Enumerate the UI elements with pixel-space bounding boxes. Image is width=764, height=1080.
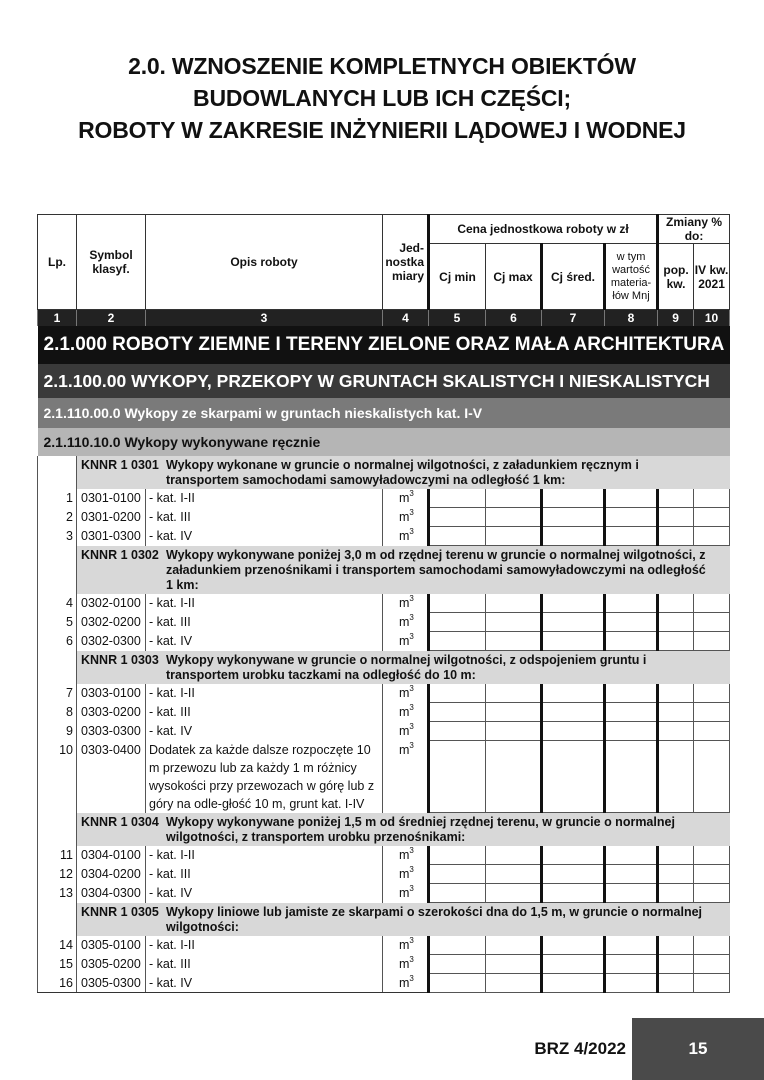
table-row — [38, 846, 730, 865]
cj-min-cell — [429, 741, 486, 813]
row-lp: 4 — [38, 594, 77, 613]
col-num: 1 — [38, 310, 77, 327]
row-unit — [383, 684, 429, 703]
title-line-1: 2.0. WZNOSZENIE KOMPLETNYCH OBIEKTÓW — [128, 53, 636, 79]
unit-exponent: 3 — [409, 721, 414, 731]
knnr-code: KNNR 1 0303 — [81, 653, 159, 667]
header-opis: Opis roboty — [146, 215, 383, 310]
row-unit — [383, 613, 429, 632]
knnr-code: KNNR 1 0301 — [81, 458, 159, 472]
row-symbol: 0301-0100 — [77, 489, 146, 508]
cj-max-cell — [486, 508, 542, 527]
materials-cell — [605, 936, 658, 955]
iv-kw-cell — [694, 741, 730, 813]
knnr-code: KNNR 1 0302 — [81, 548, 159, 562]
header-jednostka: Jed-nostka miary — [383, 215, 429, 310]
table-row — [38, 684, 730, 703]
row-description: - kat. IV — [146, 974, 383, 993]
row-symbol: 0303-0300 — [77, 722, 146, 741]
cj-sred-cell — [542, 703, 605, 722]
iv-kw-cell — [694, 527, 730, 546]
cj-min-cell — [429, 632, 486, 651]
table-row — [38, 741, 730, 813]
row-lp: 9 — [38, 722, 77, 741]
row-description: - kat. III — [146, 955, 383, 974]
cj-min-cell — [429, 703, 486, 722]
cj-min-cell — [429, 613, 486, 632]
knnr-group-row — [38, 903, 730, 937]
cj-max-cell — [486, 741, 542, 813]
row-unit — [383, 955, 429, 974]
cj-min-cell — [429, 722, 486, 741]
cj-min-cell — [429, 489, 486, 508]
unit-base: m — [399, 975, 410, 990]
row-symbol: 0302-0300 — [77, 632, 146, 651]
header-cj-max: Cj max — [486, 244, 542, 310]
pop-kw-cell — [658, 722, 694, 741]
table-row — [38, 974, 730, 993]
row-lp: 14 — [38, 936, 77, 955]
col-num: 2 — [77, 310, 146, 327]
materials-cell — [605, 632, 658, 651]
unit-exponent: 3 — [409, 936, 414, 945]
cj-sred-cell — [542, 527, 605, 546]
unit-base: m — [399, 596, 410, 610]
knnr-code: KNNR 1 0304 — [81, 815, 159, 829]
knnr-lp-blank — [38, 546, 77, 595]
page-title — [0, 50, 764, 146]
iv-kw-cell — [694, 489, 730, 508]
row-unit — [383, 508, 429, 527]
unit-exponent: 3 — [409, 954, 414, 964]
row-lp: 11 — [38, 846, 77, 865]
table-row — [38, 884, 730, 903]
header-symbol: Symbol klasyf. — [77, 215, 146, 310]
row-description: - kat. I-II — [146, 936, 383, 955]
iv-kw-cell — [694, 703, 730, 722]
iv-kw-cell — [694, 594, 730, 613]
cj-max-cell — [486, 703, 542, 722]
cj-min-cell — [429, 955, 486, 974]
col-num: 7 — [542, 310, 605, 327]
unit-base: m — [399, 848, 410, 862]
materials-cell — [605, 865, 658, 884]
cj-sred-cell — [542, 846, 605, 865]
pop-kw-cell — [658, 974, 694, 993]
knnr-group-row — [38, 456, 730, 489]
row-symbol: 0304-0100 — [77, 846, 146, 865]
header-cj-sred: Cj śred. — [542, 244, 605, 310]
row-symbol: 0301-0200 — [77, 508, 146, 527]
header-lp: Lp. — [38, 215, 77, 310]
column-numbers-row — [38, 310, 730, 327]
row-lp: 6 — [38, 632, 77, 651]
unit-base: m — [399, 956, 410, 971]
cj-max-cell — [486, 489, 542, 508]
row-description: - kat. IV — [146, 722, 383, 741]
row-unit — [383, 594, 429, 613]
unit-exponent: 3 — [409, 740, 414, 750]
row-description: - kat. III — [146, 613, 383, 632]
col-num: 10 — [694, 310, 730, 327]
row-unit — [383, 527, 429, 546]
row-unit — [383, 936, 429, 955]
row-unit — [383, 722, 429, 741]
row-lp: 1 — [38, 489, 77, 508]
unit-exponent: 3 — [409, 507, 414, 517]
cj-max-cell — [486, 884, 542, 903]
cj-sred-cell — [542, 955, 605, 974]
row-symbol: 0302-0100 — [77, 594, 146, 613]
knnr-description: Wykopy wykonywane poniżej 1,5 m od średniej rzędnej terenu, w gruncie o normalnej wilgotności, z transportem urobku przenośnikami: — [166, 815, 675, 844]
cj-sred-cell — [542, 489, 605, 508]
row-lp: 10 — [38, 741, 77, 813]
materials-cell — [605, 508, 658, 527]
pop-kw-cell — [658, 508, 694, 527]
unit-base: m — [399, 938, 410, 952]
unit-exponent: 3 — [409, 631, 414, 641]
knnr-lp-blank — [38, 813, 77, 847]
cj-sred-cell — [542, 632, 605, 651]
iv-kw-cell — [694, 955, 730, 974]
cj-min-cell — [429, 527, 486, 546]
section-row-level-3 — [38, 398, 730, 428]
unit-exponent: 3 — [409, 973, 414, 983]
cj-min-cell — [429, 594, 486, 613]
iv-kw-cell — [694, 684, 730, 703]
cj-max-cell — [486, 684, 542, 703]
iv-kw-cell — [694, 632, 730, 651]
unit-base: m — [399, 723, 410, 738]
row-symbol: 0303-0200 — [77, 703, 146, 722]
cj-sred-cell — [542, 594, 605, 613]
iv-kw-cell — [694, 846, 730, 865]
iv-kw-cell — [694, 865, 730, 884]
table-row — [38, 865, 730, 884]
col-num: 9 — [658, 310, 694, 327]
price-table — [37, 214, 730, 993]
cj-max-cell — [486, 865, 542, 884]
cj-min-cell — [429, 974, 486, 993]
row-symbol: 0302-0200 — [77, 613, 146, 632]
unit-base: m — [399, 509, 410, 524]
row-description: - kat. IV — [146, 632, 383, 651]
iv-kw-cell — [694, 936, 730, 955]
table-row — [38, 632, 730, 651]
iv-kw-cell — [694, 508, 730, 527]
unit-base: m — [399, 866, 410, 881]
unit-base: m — [399, 686, 410, 700]
section-row-level-2 — [38, 364, 730, 398]
pop-kw-cell — [658, 703, 694, 722]
cj-sred-cell — [542, 684, 605, 703]
title-line-2: BUDOWLANYCH LUB ICH CZĘŚCI; — [193, 85, 571, 111]
pop-kw-cell — [658, 489, 694, 508]
unit-exponent: 3 — [409, 883, 414, 893]
cj-sred-cell — [542, 884, 605, 903]
row-symbol: 0303-0400 — [77, 741, 146, 813]
materials-cell — [605, 703, 658, 722]
materials-cell — [605, 527, 658, 546]
row-description: - kat. I-II — [146, 594, 383, 613]
unit-exponent: 3 — [409, 594, 414, 603]
cj-min-cell — [429, 846, 486, 865]
knnr-lp-blank — [38, 651, 77, 685]
materials-cell — [605, 846, 658, 865]
materials-cell — [605, 722, 658, 741]
cj-min-cell — [429, 884, 486, 903]
knnr-header — [77, 456, 730, 489]
row-lp: 15 — [38, 955, 77, 974]
header-pop-kw: pop. kw. — [658, 244, 694, 310]
knnr-lp-blank — [38, 903, 77, 937]
knnr-group-row — [38, 546, 730, 595]
table-row — [38, 703, 730, 722]
unit-exponent: 3 — [409, 489, 414, 498]
row-description: - kat. I-II — [146, 489, 383, 508]
pop-kw-cell — [658, 936, 694, 955]
row-symbol: 0304-0200 — [77, 865, 146, 884]
row-description: - kat. I-II — [146, 684, 383, 703]
unit-exponent: 3 — [409, 702, 414, 712]
row-lp: 8 — [38, 703, 77, 722]
cj-max-cell — [486, 974, 542, 993]
table-row — [38, 508, 730, 527]
knnr-group-row — [38, 651, 730, 685]
cj-max-cell — [486, 613, 542, 632]
row-description: - kat. III — [146, 703, 383, 722]
table-row — [38, 594, 730, 613]
row-symbol: 0305-0100 — [77, 936, 146, 955]
unit-base: m — [399, 491, 410, 505]
unit-exponent: 3 — [409, 864, 414, 874]
unit-base: m — [399, 742, 410, 757]
header-cena-group: Cena jednostkowa roboty w zł — [429, 215, 658, 244]
section-title: 2.1.110.00.0 Wykopy ze skarpami w gruntach nieskalistych kat. I-V — [38, 398, 730, 428]
knnr-description: Wykopy wykonywane w gruncie o normalnej wilgotności, z odspojeniem gruntu i transportem urobku taczkami na odległość do 10 m: — [166, 653, 647, 682]
row-lp: 5 — [38, 613, 77, 632]
knnr-header — [77, 903, 730, 937]
knnr-description: Wykopy wykonywane poniżej 3,0 m od rzędnej terenu w gruncie o normalnej wilgotności, z załadunkiem przenośnikami i transportem samochodami samowyładowczymi na odległość 1 km: — [166, 548, 706, 592]
row-symbol: 0301-0300 — [77, 527, 146, 546]
row-description: - kat. IV — [146, 884, 383, 903]
cj-min-cell — [429, 865, 486, 884]
unit-exponent: 3 — [409, 526, 414, 536]
header-iv-kw: IV kw. 2021 — [694, 244, 730, 310]
materials-cell — [605, 489, 658, 508]
table-row — [38, 489, 730, 508]
unit-base: m — [399, 614, 410, 629]
materials-cell — [605, 884, 658, 903]
header-zmiany-group: Zmiany % do: — [658, 215, 730, 244]
unit-base: m — [399, 528, 410, 543]
knnr-description: Wykopy wykonane w gruncie o normalnej wilgotności, z załadunkiem ręcznym i transportem samochodami samowyładowczymi na odległość 1 km: — [166, 458, 639, 487]
cj-sred-cell — [542, 508, 605, 527]
col-num: 4 — [383, 310, 429, 327]
cj-sred-cell — [542, 936, 605, 955]
title-line-3: ROBOTY W ZAKRESIE INŻYNIERII LĄDOWEJ I WODNEJ — [78, 117, 686, 143]
col-num: 8 — [605, 310, 658, 327]
pop-kw-cell — [658, 613, 694, 632]
pop-kw-cell — [658, 865, 694, 884]
pop-kw-cell — [658, 527, 694, 546]
pop-kw-cell — [658, 632, 694, 651]
materials-cell — [605, 741, 658, 813]
header-cj-min: Cj min — [429, 244, 486, 310]
cj-max-cell — [486, 846, 542, 865]
row-lp: 12 — [38, 865, 77, 884]
row-symbol: 0305-0300 — [77, 974, 146, 993]
table-row — [38, 955, 730, 974]
knnr-code: KNNR 1 0305 — [81, 905, 159, 919]
header-w-tym: w tym wartość materia-łów Mnj — [605, 244, 658, 310]
pop-kw-cell — [658, 594, 694, 613]
row-unit — [383, 865, 429, 884]
cj-sred-cell — [542, 613, 605, 632]
cj-sred-cell — [542, 722, 605, 741]
row-symbol: 0304-0300 — [77, 884, 146, 903]
row-description: - kat. IV — [146, 527, 383, 546]
row-lp: 13 — [38, 884, 77, 903]
row-lp: 3 — [38, 527, 77, 546]
row-description: - kat. III — [146, 865, 383, 884]
iv-kw-cell — [694, 884, 730, 903]
section-row-level-1 — [38, 326, 730, 364]
row-lp: 7 — [38, 684, 77, 703]
cj-max-cell — [486, 594, 542, 613]
row-unit — [383, 974, 429, 993]
unit-exponent: 3 — [409, 612, 414, 622]
cj-sred-cell — [542, 974, 605, 993]
cj-max-cell — [486, 632, 542, 651]
cj-max-cell — [486, 936, 542, 955]
cj-min-cell — [429, 508, 486, 527]
col-num: 3 — [146, 310, 383, 327]
issue-label: BRZ 4/2022 — [534, 1039, 626, 1058]
table-row — [38, 527, 730, 546]
cj-min-cell — [429, 684, 486, 703]
unit-base: m — [399, 633, 410, 648]
cj-sred-cell — [542, 741, 605, 813]
row-unit — [383, 846, 429, 865]
cj-sred-cell — [542, 865, 605, 884]
table-row — [38, 613, 730, 632]
iv-kw-cell — [694, 613, 730, 632]
knnr-description: Wykopy liniowe lub jamiste ze skarpami o szerokości dna do 1,5 m, w gruncie o normalnej wilgotności: — [166, 905, 703, 934]
materials-cell — [605, 974, 658, 993]
row-symbol: 0305-0200 — [77, 955, 146, 974]
materials-cell — [605, 594, 658, 613]
knnr-header — [77, 651, 730, 685]
row-unit — [383, 884, 429, 903]
materials-cell — [605, 613, 658, 632]
knnr-lp-blank — [38, 456, 77, 489]
section-title: 2.1.000 ROBOTY ZIEMNE I TERENY ZIELONE ORAZ MAŁA ARCHITEKTURA — [38, 326, 730, 364]
cj-max-cell — [486, 955, 542, 974]
materials-cell — [605, 955, 658, 974]
row-lp: 16 — [38, 974, 77, 993]
row-description: - kat. III — [146, 508, 383, 527]
knnr-header — [77, 813, 730, 847]
col-num: 6 — [486, 310, 542, 327]
pop-kw-cell — [658, 884, 694, 903]
table-row — [38, 936, 730, 955]
pop-kw-cell — [658, 955, 694, 974]
row-lp: 2 — [38, 508, 77, 527]
knnr-header — [77, 546, 730, 595]
section-title: 2.1.110.10.0 Wykopy wykonywane ręcznie — [38, 428, 730, 456]
row-unit — [383, 741, 429, 813]
page-number: 15 — [688, 1039, 708, 1058]
unit-exponent: 3 — [409, 684, 414, 693]
cj-min-cell — [429, 936, 486, 955]
unit-exponent: 3 — [409, 846, 414, 855]
unit-base: m — [399, 885, 410, 900]
pop-kw-cell — [658, 741, 694, 813]
pop-kw-cell — [658, 846, 694, 865]
table-row — [38, 722, 730, 741]
materials-cell — [605, 684, 658, 703]
pop-kw-cell — [658, 684, 694, 703]
row-unit — [383, 632, 429, 651]
section-title: 2.1.100.00 WYKOPY, PRZEKOPY W GRUNTACH SKALISTYCH I NIESKALISTYCH — [38, 364, 730, 398]
row-description: - kat. I-II — [146, 846, 383, 865]
cj-max-cell — [486, 527, 542, 546]
col-num: 5 — [429, 310, 486, 327]
row-symbol: 0303-0100 — [77, 684, 146, 703]
unit-base: m — [399, 704, 410, 719]
row-unit — [383, 489, 429, 508]
row-description: Dodatek za każde dalsze rozpoczęte 10 m przewozu lub za każdy 1 m różnicy wysokości przy przewozach w górę lub z góry na odle-głość 10 m, grunt kat. I-IV — [146, 741, 383, 813]
iv-kw-cell — [694, 974, 730, 993]
knnr-group-row — [38, 813, 730, 847]
row-unit — [383, 703, 429, 722]
iv-kw-cell — [694, 722, 730, 741]
cj-max-cell — [486, 722, 542, 741]
section-row-level-4 — [38, 428, 730, 456]
